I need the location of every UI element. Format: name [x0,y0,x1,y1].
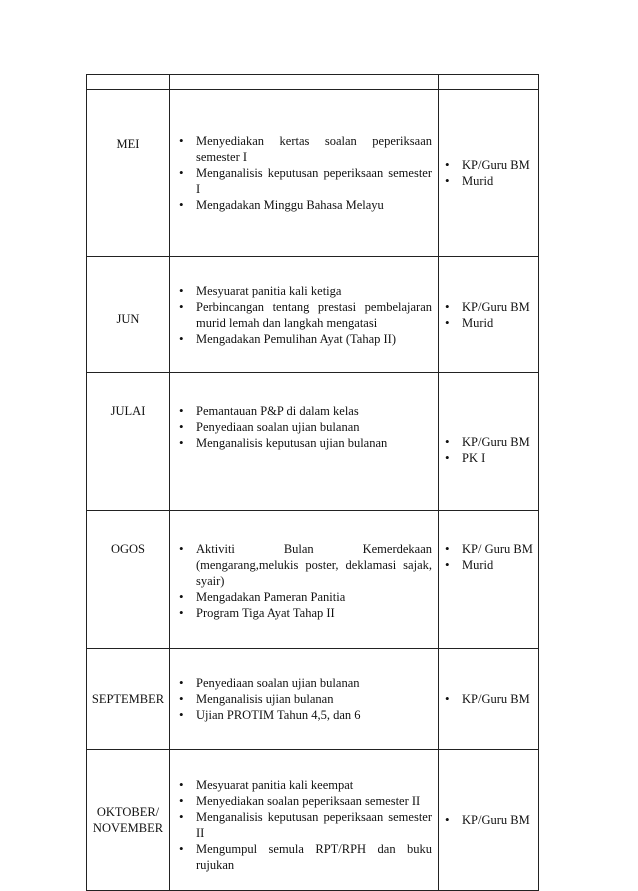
month-cell: JULAI [87,373,170,511]
activity-item: • Program Tiga Ayat Tahap II [196,605,432,621]
responsible-item: • Murid [462,173,534,189]
activity-item: • Perbincangan tentang prestasi pembelajaran murid lemah dan langkah mengatasi [196,299,432,331]
activity-item: • Penyediaan soalan ujian bulanan [196,675,432,691]
table-row [87,373,539,511]
activity-item: • Mesyuarat panitia kali ketiga [196,283,432,299]
table-row [87,257,539,373]
activity-list [170,133,438,213]
month-cell: SEPTEMBER [87,649,170,750]
responsible-list [439,691,538,707]
activity-list [170,541,438,621]
table-row [87,750,539,891]
month-cell: OKTOBER/ NOVEMBER [87,750,170,891]
activity-item: • Mengadakan Minggu Bahasa Melayu [196,197,432,213]
activity-table [86,74,539,891]
activities-cell [170,257,439,373]
responsible-item: • KP/Guru BM [462,812,534,828]
activity-item: • Mesyuarat panitia kali keempat [196,777,432,793]
responsible-list [439,157,538,189]
table-row [87,649,539,750]
responsible-cell [439,90,539,257]
activity-item: • Menyediakan kertas soalan peperiksaan semester I [196,133,432,165]
table-row [87,90,539,257]
activity-item: • Menyediakan soalan peperiksaan semester II [196,793,432,809]
responsible-item: • KP/Guru BM [462,691,534,707]
responsible-cell [439,373,539,511]
activity-item: • Menganalisis ujian bulanan [196,691,432,707]
header-cell [87,75,170,90]
responsible-item: • Murid [462,315,534,331]
responsible-cell [439,257,539,373]
activity-item: • Aktiviti Bulan Kemerdekaan (mengarang,melukis poster, deklamasi sajak, syair) [196,541,432,589]
activity-list [170,283,438,347]
responsible-cell [439,750,539,891]
activity-item: • Mengadakan Pameran Panitia [196,589,432,605]
activity-item: • Menganalisis keputusan peperiksaan semester II [196,809,432,841]
responsible-item: • KP/Guru BM [462,299,534,315]
responsible-list [439,541,538,573]
month-cell: OGOS [87,511,170,649]
responsible-item: • PK I [462,450,534,466]
table-row [87,511,539,649]
activities-cell [170,373,439,511]
responsible-cell [439,511,539,649]
responsible-item: • KP/ Guru BM [462,541,534,557]
activity-list [170,675,438,723]
activity-list [170,777,438,873]
activity-item: • Menganalisis keputusan ujian bulanan [196,435,432,451]
activity-item: • Mengadakan Pemulihan Ayat (Tahap II) [196,331,432,347]
activities-cell [170,511,439,649]
activity-item: • Penyediaan soalan ujian bulanan [196,419,432,435]
activities-cell [170,750,439,891]
responsible-item: • KP/Guru BM [462,434,534,450]
activity-item: • Menganalisis keputusan peperiksaan semester I [196,165,432,197]
month-cell: MEI [87,90,170,257]
responsible-list [439,299,538,331]
activities-cell [170,649,439,750]
responsible-cell [439,649,539,750]
header-row [87,75,539,90]
header-cell [170,75,439,90]
activity-item: • Mengumpul semula RPT/RPH dan buku rujukan [196,841,432,873]
activity-list [170,403,438,451]
activity-item: • Pemantauan P&P di dalam kelas [196,403,432,419]
responsible-item: • Murid [462,557,534,573]
activities-cell [170,90,439,257]
responsible-item: • KP/Guru BM [462,157,534,173]
header-cell [439,75,539,90]
responsible-list [439,434,538,466]
activity-item: • Ujian PROTIM Tahun 4,5, dan 6 [196,707,432,723]
month-cell: JUN [87,257,170,373]
